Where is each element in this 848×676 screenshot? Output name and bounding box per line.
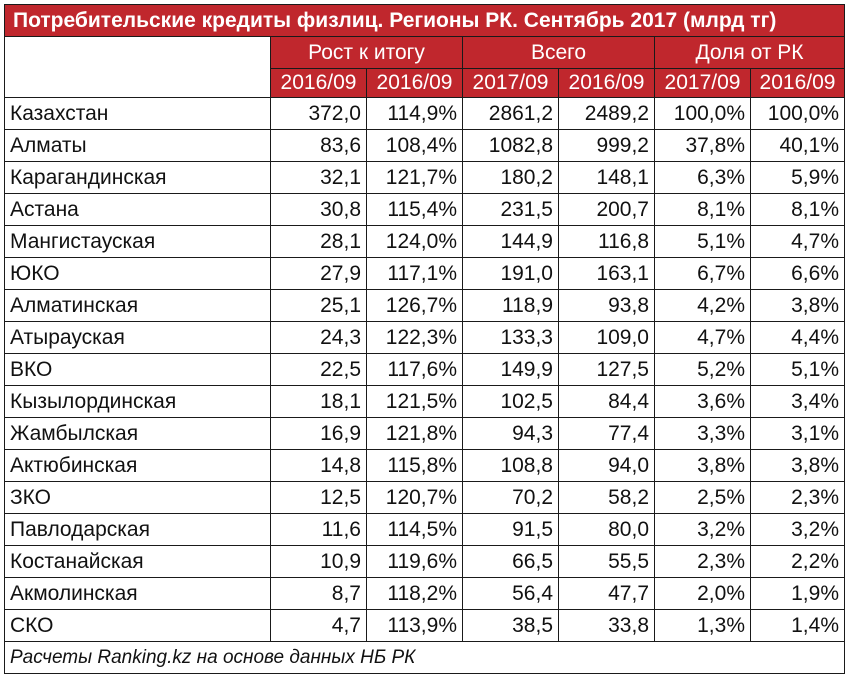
region-name: ЮКО	[5, 258, 271, 290]
source-note: Расчеты Ranking.kz на основе данных НБ РК	[5, 642, 845, 674]
value-cell: 25,1	[271, 290, 367, 322]
value-cell: 70,2	[463, 482, 559, 514]
value-cell: 102,5	[463, 386, 559, 418]
region-name: СКО	[5, 610, 271, 642]
value-cell: 66,5	[463, 546, 559, 578]
group-header-share: Доля от РК	[655, 37, 845, 69]
value-cell: 148,1	[559, 162, 655, 194]
value-cell: 114,9%	[367, 98, 463, 130]
value-cell: 3,2%	[751, 514, 845, 546]
value-cell: 4,7%	[751, 226, 845, 258]
value-cell: 3,8%	[751, 450, 845, 482]
value-cell: 2489,2	[559, 98, 655, 130]
value-cell: 55,5	[559, 546, 655, 578]
region-name: Кызылординская	[5, 386, 271, 418]
value-cell: 118,2%	[367, 578, 463, 610]
table-row	[5, 258, 845, 290]
value-cell: 118,9	[463, 290, 559, 322]
value-cell: 3,3%	[655, 418, 751, 450]
sub-header: 2016/09	[367, 69, 463, 98]
value-cell: 115,8%	[367, 450, 463, 482]
value-cell: 1,3%	[655, 610, 751, 642]
table-row	[5, 290, 845, 322]
value-cell: 121,5%	[367, 386, 463, 418]
value-cell: 113,9%	[367, 610, 463, 642]
value-cell: 77,4	[559, 418, 655, 450]
table-title: Потребительские кредиты физлиц. Регионы РК. Сентябрь 2017 (млрд тг)	[5, 5, 845, 37]
value-cell: 108,4%	[367, 130, 463, 162]
table-row	[5, 98, 845, 130]
value-cell: 100,0%	[751, 98, 845, 130]
value-cell: 3,6%	[655, 386, 751, 418]
table-row	[5, 610, 845, 642]
value-cell: 6,3%	[655, 162, 751, 194]
value-cell: 3,4%	[751, 386, 845, 418]
value-cell: 108,8	[463, 450, 559, 482]
value-cell: 5,9%	[751, 162, 845, 194]
table-row	[5, 578, 845, 610]
value-cell: 127,5	[559, 354, 655, 386]
table-row	[5, 514, 845, 546]
value-cell: 4,7	[271, 610, 367, 642]
value-cell: 33,8	[559, 610, 655, 642]
value-cell: 58,2	[559, 482, 655, 514]
credits-table	[4, 4, 845, 674]
value-cell: 12,5	[271, 482, 367, 514]
value-cell: 372,0	[271, 98, 367, 130]
value-cell: 180,2	[463, 162, 559, 194]
value-cell: 163,1	[559, 258, 655, 290]
value-cell: 47,7	[559, 578, 655, 610]
value-cell: 3,1%	[751, 418, 845, 450]
sub-header: 2017/09	[463, 69, 559, 98]
value-cell: 120,7%	[367, 482, 463, 514]
value-cell: 126,7%	[367, 290, 463, 322]
value-cell: 115,4%	[367, 194, 463, 226]
region-name: Павлодарская	[5, 514, 271, 546]
value-cell: 122,3%	[367, 322, 463, 354]
value-cell: 4,2%	[655, 290, 751, 322]
value-cell: 8,1%	[655, 194, 751, 226]
sub-header: 2017/09	[655, 69, 751, 98]
region-name: Атырауская	[5, 322, 271, 354]
value-cell: 8,1%	[751, 194, 845, 226]
value-cell: 109,0	[559, 322, 655, 354]
region-name: Акмолинская	[5, 578, 271, 610]
value-cell: 1082,8	[463, 130, 559, 162]
value-cell: 18,1	[271, 386, 367, 418]
table-row	[5, 482, 845, 514]
value-cell: 5,2%	[655, 354, 751, 386]
region-name: Казахстан	[5, 98, 271, 130]
value-cell: 149,9	[463, 354, 559, 386]
value-cell: 83,6	[271, 130, 367, 162]
value-cell: 5,1%	[655, 226, 751, 258]
value-cell: 14,8	[271, 450, 367, 482]
value-cell: 100,0%	[655, 98, 751, 130]
region-name: Жамбылская	[5, 418, 271, 450]
value-cell: 4,7%	[655, 322, 751, 354]
value-cell: 121,7%	[367, 162, 463, 194]
value-cell: 121,8%	[367, 418, 463, 450]
sub-header: 2016/09	[271, 69, 367, 98]
table-row	[5, 162, 845, 194]
value-cell: 37,8%	[655, 130, 751, 162]
region-name: Алматинская	[5, 290, 271, 322]
value-cell: 2861,2	[463, 98, 559, 130]
region-name: Алматы	[5, 130, 271, 162]
table-row	[5, 450, 845, 482]
value-cell: 56,4	[463, 578, 559, 610]
value-cell: 114,5%	[367, 514, 463, 546]
value-cell: 133,3	[463, 322, 559, 354]
region-name: Актюбинская	[5, 450, 271, 482]
value-cell: 28,1	[271, 226, 367, 258]
value-cell: 1,4%	[751, 610, 845, 642]
value-cell: 2,0%	[655, 578, 751, 610]
value-cell: 11,6	[271, 514, 367, 546]
region-name: ЗКО	[5, 482, 271, 514]
table-row	[5, 322, 845, 354]
table-row	[5, 386, 845, 418]
region-name: Костанайская	[5, 546, 271, 578]
sub-header: 2016/09	[751, 69, 845, 98]
value-cell: 80,0	[559, 514, 655, 546]
value-cell: 32,1	[271, 162, 367, 194]
value-cell: 117,1%	[367, 258, 463, 290]
value-cell: 200,7	[559, 194, 655, 226]
value-cell: 6,7%	[655, 258, 751, 290]
region-name: Астана	[5, 194, 271, 226]
value-cell: 40,1%	[751, 130, 845, 162]
table-row	[5, 418, 845, 450]
value-cell: 144,9	[463, 226, 559, 258]
value-cell: 94,0	[559, 450, 655, 482]
value-cell: 2,5%	[655, 482, 751, 514]
value-cell: 27,9	[271, 258, 367, 290]
value-cell: 24,3	[271, 322, 367, 354]
value-cell: 2,3%	[655, 546, 751, 578]
value-cell: 124,0%	[367, 226, 463, 258]
region-name: ВКО	[5, 354, 271, 386]
value-cell: 5,1%	[751, 354, 845, 386]
value-cell: 2,2%	[751, 546, 845, 578]
value-cell: 999,2	[559, 130, 655, 162]
region-name: Карагандинская	[5, 162, 271, 194]
table-row	[5, 354, 845, 386]
table-row	[5, 546, 845, 578]
value-cell: 91,5	[463, 514, 559, 546]
value-cell: 94,3	[463, 418, 559, 450]
value-cell: 3,8%	[751, 290, 845, 322]
group-header-total: Всего	[463, 37, 655, 69]
value-cell: 231,5	[463, 194, 559, 226]
value-cell: 116,8	[559, 226, 655, 258]
value-cell: 119,6%	[367, 546, 463, 578]
region-name: Мангистауская	[5, 226, 271, 258]
table-row	[5, 194, 845, 226]
value-cell: 3,2%	[655, 514, 751, 546]
value-cell: 2,3%	[751, 482, 845, 514]
credits-table-container	[4, 4, 844, 672]
value-cell: 10,9	[271, 546, 367, 578]
value-cell: 93,8	[559, 290, 655, 322]
value-cell: 38,5	[463, 610, 559, 642]
value-cell: 4,4%	[751, 322, 845, 354]
table-row	[5, 226, 845, 258]
table-row	[5, 130, 845, 162]
value-cell: 3,8%	[655, 450, 751, 482]
value-cell: 1,9%	[751, 578, 845, 610]
corner-cell	[5, 37, 271, 98]
value-cell: 117,6%	[367, 354, 463, 386]
value-cell: 191,0	[463, 258, 559, 290]
sub-header: 2016/09	[559, 69, 655, 98]
group-header-growth: Рост к итогу	[271, 37, 463, 69]
value-cell: 84,4	[559, 386, 655, 418]
value-cell: 30,8	[271, 194, 367, 226]
value-cell: 16,9	[271, 418, 367, 450]
value-cell: 6,6%	[751, 258, 845, 290]
value-cell: 8,7	[271, 578, 367, 610]
value-cell: 22,5	[271, 354, 367, 386]
table-body	[5, 98, 845, 642]
